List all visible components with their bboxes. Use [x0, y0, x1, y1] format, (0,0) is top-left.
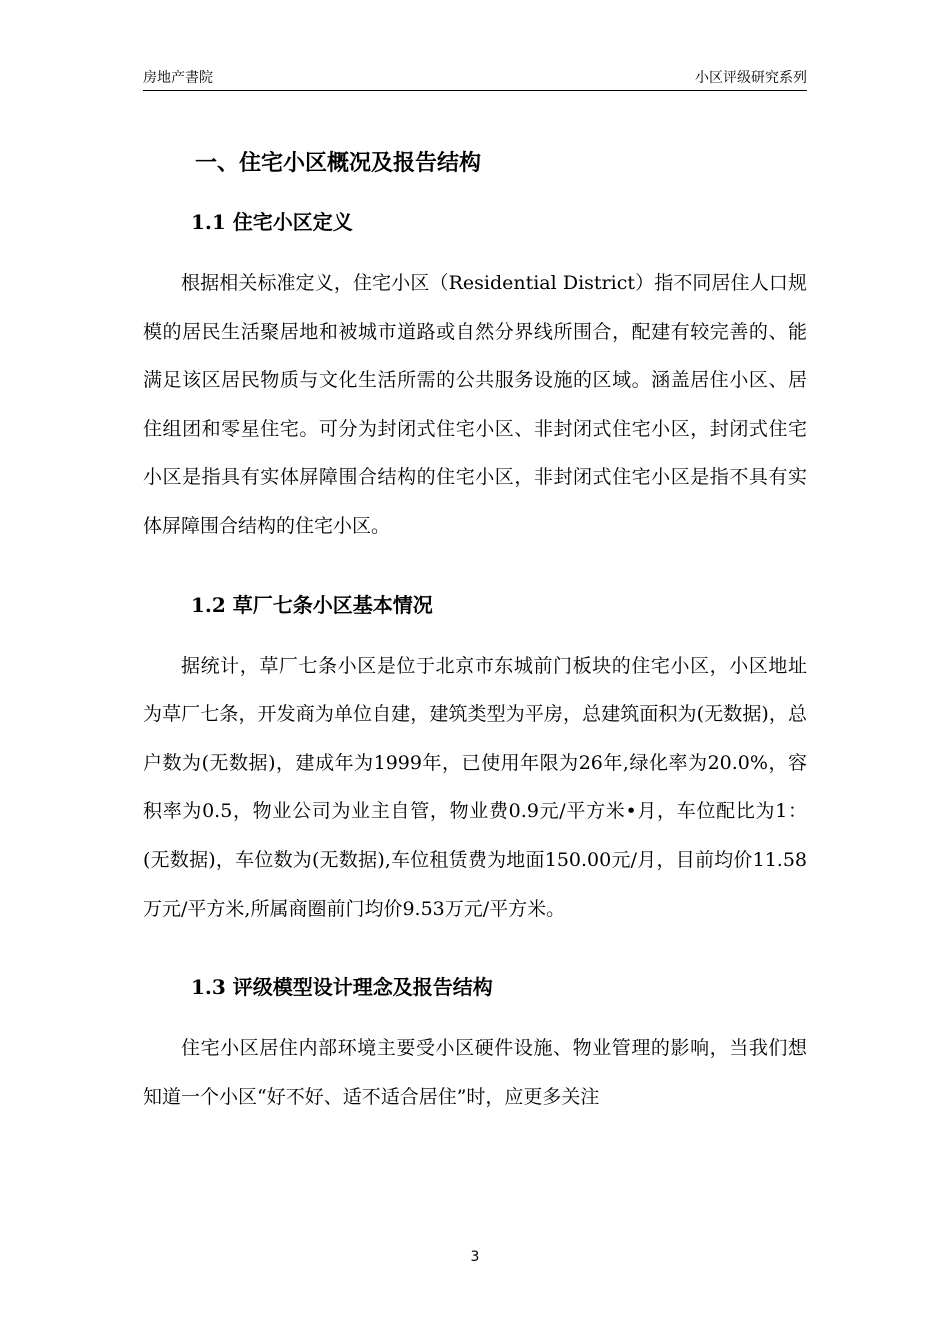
section-paragraph-1-3: 住宅小区居住内部环境主要受小区硬件设施、物业管理的影响，当我们想知道一个小区“好不好、适不适合居住”时，应更多关注 [143, 1037, 807, 1108]
header-publisher: 房地产書院 [143, 70, 213, 86]
chapter-title: 一、住宅小区概况及报告结构 [195, 150, 482, 176]
document-body [143, 141, 807, 1121]
section-heading-1-1: 1.1 住宅小区定义 [191, 210, 353, 234]
section-heading-1-2: 1.2 草厂七条小区基本情况 [191, 592, 433, 617]
header-series-title: 小区评级研究系列 [695, 70, 807, 86]
section-paragraph-1-1: 根据相关标准定义，住宅小区（Residential District）指不同居住人口规模的居民生活聚居地和被城市道路或自然分界线所围合，配建有较完善的、能满足该区居民物质与文化生活所需的公共服务设施的区域。涵盖居住小区、居住组团和零星住宅。可分为封闭式住宅小区、非封闭式住宅小区，封闭式住宅小区是指具有实体屏障围合结构的住宅小区，非封闭式住宅小区是指不具有实体屏障围合结构的住宅小区。 [143, 272, 807, 537]
section-heading-1-3: 1.3 评级模型设计理念及报告结构 [191, 975, 493, 1000]
page-number: 3 [470, 1249, 480, 1265]
page-header [143, 66, 807, 91]
section-paragraph-1-2: 据统计，草厂七条小区是位于北京市东城前门板块的住宅小区，小区地址为草厂七条，开发商为单位自建，建筑类型为平房，总建筑面积为(无数据)，总户数为(无数据)，建成年为1999年，已使用年限为26年,绿化率为20.0%，容积率为0.5，物业公司为业主自管，物业费0.9元/平方米•月，车位配比为1：(无数据)，车位数为(无数据),车位租赁费为地面150.00元/月，目前均价11.58万元/平方米,所属商圈前门均价9.53万元/平方米。 [143, 654, 807, 920]
